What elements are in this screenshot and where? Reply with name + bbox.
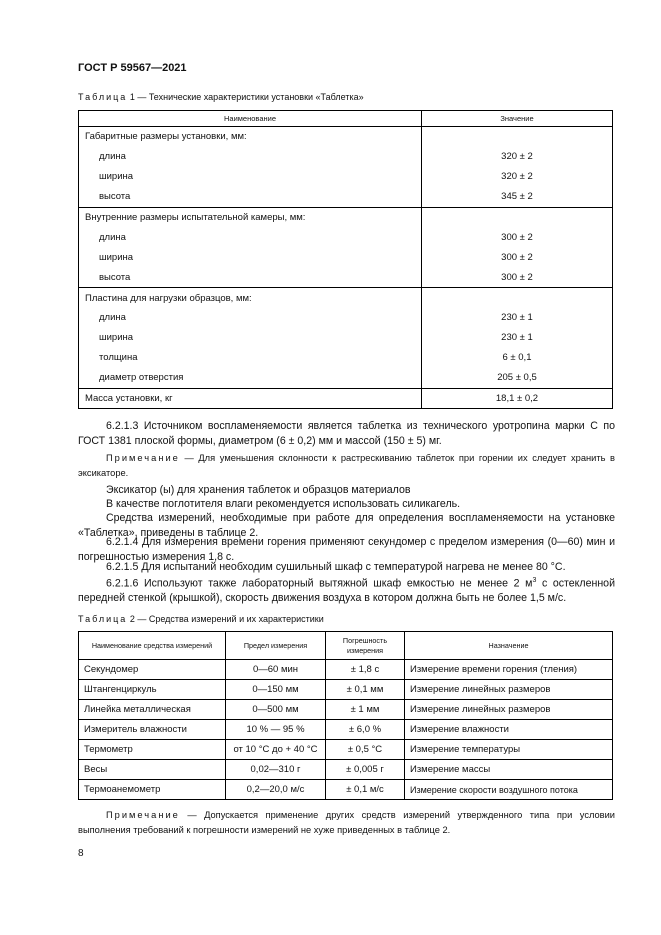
table2-header-instrument: Наименование средства измерений [79, 632, 226, 660]
table2-cell-purpose: Измерение скорости воздушного потока [405, 780, 613, 800]
table1-cell-value: 345 ± 2 [422, 187, 613, 207]
table-row [79, 247, 613, 267]
table1-cell-value: 320 ± 2 [422, 147, 613, 167]
table2-cell-error: ± 1,8 с [326, 660, 405, 680]
note1-word: Примечание [106, 453, 180, 463]
table-row [79, 267, 613, 287]
table1-cell-value: 320 ± 2 [422, 167, 613, 187]
table1-cell-name: Масса установки, кг [79, 388, 422, 409]
table1-header-value: Значение [422, 111, 613, 127]
table1-cell-name: Габаритные размеры установки, мм: [79, 127, 422, 147]
table1-cell-name: высота [79, 187, 422, 207]
table2-cell-range: 0—150 мм [226, 680, 326, 700]
paragraph-6215: 6.2.1.5 Для испытаний необходим сушильный шкаф с температурой нагрева не менее 80 °С. [106, 561, 566, 573]
paragraph-silica: В качестве поглотителя влаги рекомендуется использовать силикагель. [106, 498, 461, 510]
table2-cell-range: от 10 °С до + 40 °С [226, 740, 326, 760]
table2-cell-error: ± 0,005 г [326, 760, 405, 780]
table-row [79, 348, 613, 368]
table1-cell-value: 300 ± 2 [422, 247, 613, 267]
table2 [78, 631, 613, 800]
table1 [78, 110, 613, 409]
table-row [79, 167, 613, 187]
table-row [79, 187, 613, 207]
table1-caption-word: Таблица [78, 92, 128, 102]
note2-word: Примечание [106, 810, 180, 820]
table-row [79, 680, 613, 700]
table1-cell-name: ширина [79, 328, 422, 348]
table2-cell-range: 0—500 мм [226, 700, 326, 720]
note1 [78, 451, 615, 480]
paragraph-6214: 6.2.1.4 Для измерения времени горения применяют секундомер с пределом измерения (0—60) мин и погрешностью измерения 1,8 с. [78, 536, 615, 563]
table2-header-purpose: Назначение [405, 632, 613, 660]
table2-cell-error: ± 0,1 мм [326, 680, 405, 700]
table-row [79, 720, 613, 740]
table2-cell-purpose: Измерение влажности [405, 720, 613, 740]
table2-caption-text: 2 — Средства измерений и их характеристики [129, 614, 324, 624]
table1-cell-value: 230 ± 1 [422, 328, 613, 348]
table2-cell-instrument: Секундомер [79, 660, 226, 680]
table-row [79, 780, 613, 800]
table-row [79, 328, 613, 348]
table1-cell-value [422, 288, 613, 308]
table1-cell-value: 205 ± 0,5 [422, 368, 613, 388]
table1-cell-value: 300 ± 2 [422, 227, 613, 247]
note2 [78, 808, 615, 837]
table-row [79, 660, 613, 680]
table2-cell-instrument: Весы [79, 760, 226, 780]
note1-text: — Для уменьшения склонности к растрескиванию таблеток при горении их следует хранить в эксикаторе. [78, 453, 615, 478]
paragraph-6216-part2: с остекленной передней стенкой (крышкой), скорость движения воздуха в котором должна быть не более 1,5 м/с. [78, 577, 615, 605]
document-id: ГОСТ Р 59567—2021 [78, 62, 187, 74]
table1-cell-value [422, 127, 613, 147]
table1-caption-text: 1 — Технические характеристики установки «Таблетка» [129, 92, 364, 102]
table2-cell-instrument: Линейка металлическая [79, 700, 226, 720]
table1-cell-name: диаметр отверстия [79, 368, 422, 388]
table2-cell-error: ± 6,0 % [326, 720, 405, 740]
table1-cell-name: ширина [79, 167, 422, 187]
table1-header-name: Наименование [79, 111, 422, 127]
table2-cell-purpose: Измерение времени горения (тления) [405, 660, 613, 680]
table2-cell-purpose: Измерение линейных размеров [405, 700, 613, 720]
table-row [79, 147, 613, 167]
table2-cell-range: 10 % — 95 % [226, 720, 326, 740]
page-number: 8 [78, 848, 84, 859]
table2-cell-instrument: Измеритель влажности [79, 720, 226, 740]
table1-cell-name: длина [79, 227, 422, 247]
table1-cell-name: Внутренние размеры испытательной камеры, мм: [79, 207, 422, 227]
table2-cell-range: 0,02—310 г [226, 760, 326, 780]
table2-cell-error: ± 1 мм [326, 700, 405, 720]
table-row [79, 288, 613, 308]
table-row [79, 127, 613, 147]
table2-cell-range: 0,2—20,0 м/с [226, 780, 326, 800]
table2-cell-purpose: Измерение линейных размеров [405, 680, 613, 700]
table-row [79, 760, 613, 780]
superscript-3: 3 [532, 577, 537, 584]
table2-cell-instrument: Термоанемометр [79, 780, 226, 800]
table2-cell-instrument: Штангенциркуль [79, 680, 226, 700]
table-row [79, 740, 613, 760]
table-row [79, 368, 613, 388]
table-row [79, 227, 613, 247]
table2-cell-instrument: Термометр [79, 740, 226, 760]
table2-header-range: Предел измерения [226, 632, 326, 660]
table1-cell-value: 300 ± 2 [422, 267, 613, 287]
table2-cell-purpose: Измерение массы [405, 760, 613, 780]
table1-cell-value [422, 207, 613, 227]
table2-caption-word: Таблица [78, 614, 128, 624]
table1-cell-name: толщина [79, 348, 422, 368]
table2-caption [78, 614, 324, 624]
paragraph-exsicator: Эксикатор (ы) для хранения таблеток и образцов материалов [106, 484, 411, 496]
table1-cell-name: высота [79, 267, 422, 287]
table-row [79, 308, 613, 328]
table-row [79, 388, 613, 409]
paragraph-6216-part1: 6.2.1.6 Используют также лабораторный вытяжной шкаф емкостью не менее 2 м [106, 577, 533, 590]
table2-cell-purpose: Измерение температуры [405, 740, 613, 760]
table2-header-error: Погрешность измерения [326, 632, 405, 660]
paragraph-6213: 6.2.1.3 Источником воспламеняемости является таблетка из технического уротропина марки С по ГОСТ 1381 плоской формы, диаметром (6 ± 0,2) мм и массой (150 ± 5) мг. [78, 420, 615, 447]
table1-caption [78, 92, 364, 102]
table2-cell-error: ± 0,5 °С [326, 740, 405, 760]
table1-cell-name: Пластина для нагрузки образцов, мм: [79, 288, 422, 308]
table2-cell-error: ± 0,1 м/с [326, 780, 405, 800]
paragraph-6216 [78, 574, 615, 606]
table1-cell-name: длина [79, 147, 422, 167]
note2-text: — Допускается применение других средств измерений утвержденного типа при условии выполнения требований к погрешности измерений не хуже приведенных в таблице 2. [78, 810, 615, 835]
table2-cell-range: 0—60 мин [226, 660, 326, 680]
table1-cell-value: 18,1 ± 0,2 [422, 388, 613, 409]
table1-cell-name: ширина [79, 247, 422, 267]
table1-cell-value: 6 ± 0,1 [422, 348, 613, 368]
table-row [79, 207, 613, 227]
paragraph-means: Средства измерений, необходимые при работе для определения воспламеняемости на установке «Таблетка», приведены в таблице 2. [78, 512, 615, 539]
table1-cell-name: длина [79, 308, 422, 328]
table1-cell-value: 230 ± 1 [422, 308, 613, 328]
table-row [79, 700, 613, 720]
